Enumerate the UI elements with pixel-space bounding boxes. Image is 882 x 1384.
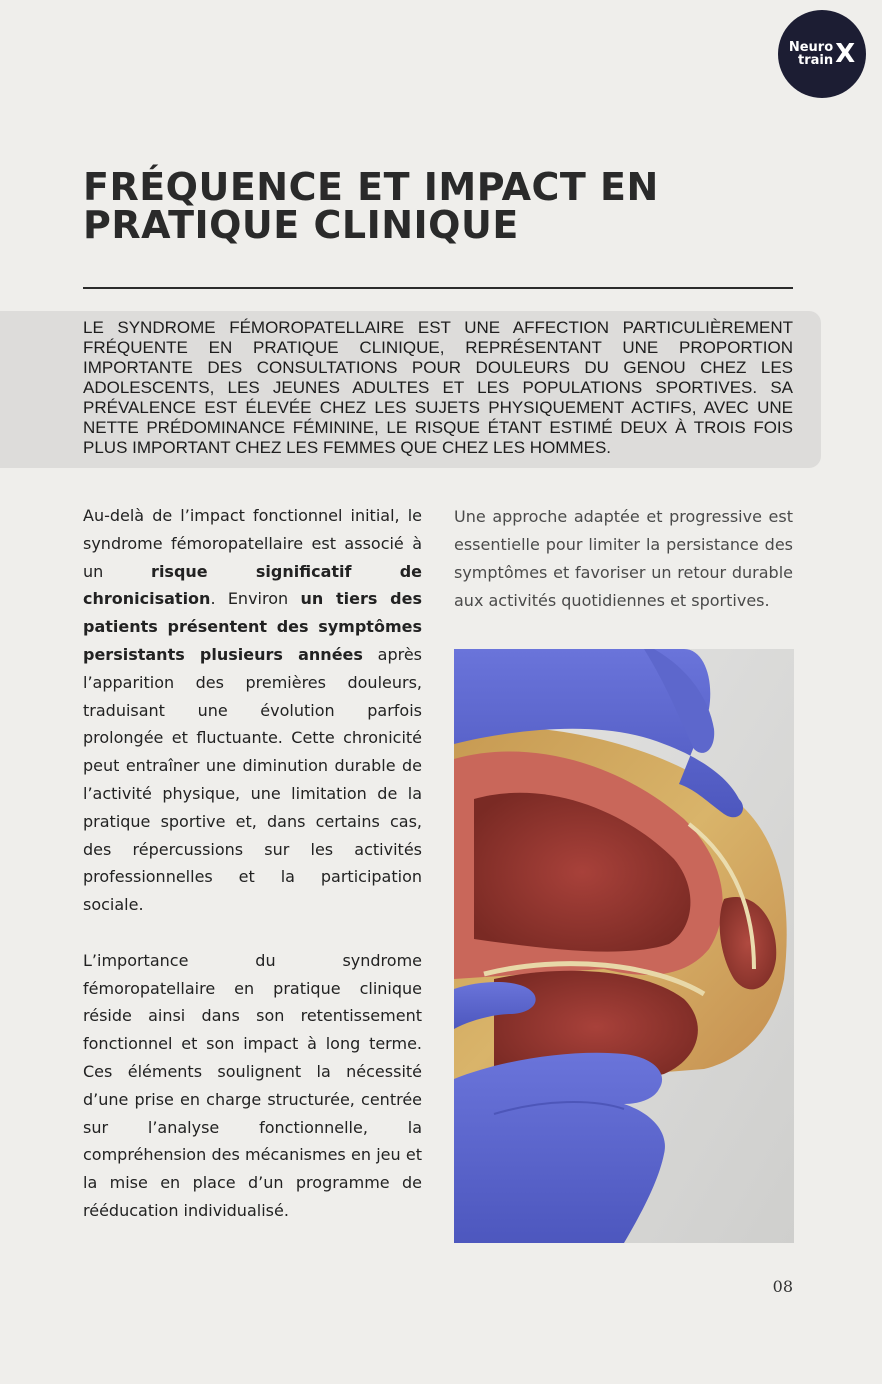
- logo-x-mark: X: [835, 39, 856, 69]
- knee-dissection-illustration: [454, 649, 794, 1243]
- left-paragraph-1: [83, 502, 422, 919]
- p1-text-b: . Environ: [210, 589, 301, 609]
- intro-paragraph: LE SYNDROME FÉMOROPATELLAIRE EST UNE AFFECTION PARTICULIÈREMENT FRÉQUENTE EN PRATIQUE CLINIQUE, REPRÉSENTANT UNE PROPORTION IMPORTANTE DES CONSULTATIONS POUR DOULEURS DU GENOU CHEZ LES ADOLESCENTS, LES JEUNES ADULTES ET LES POPULATIONS SPORTIVES. SA PRÉVALENCE EST ÉLEVÉE CHEZ LES SUJETS PHYSIQUEMENT ACTIFS, AVEC UNE NETTE PRÉDOMINANCE FÉMININE, LE RISQUE ÉTANT ESTIMÉ DEUX À TROIS FOIS PLUS IMPORTANT CHEZ LES FEMMES QUE CHEZ LES HOMMES.: [83, 318, 793, 457]
- right-paragraph: Une approche adaptée et progressive est essentielle pour limiter la persistance des symptômes et favoriser un retour durable aux activités quotidiennes et sportives.: [454, 507, 793, 610]
- page-number: 08: [772, 1277, 793, 1296]
- left-column: [83, 502, 422, 1225]
- page-title: FRÉQUENCE ET IMPACT EN PRATIQUE CLINIQUE: [83, 165, 659, 247]
- brand-logo: [778, 10, 866, 98]
- logo-line-1: Neuro: [788, 40, 834, 55]
- p1-bold-persistants: un tiers des patients présentent des symptômes persistants plusieurs années: [83, 589, 422, 664]
- p1-bold-chronicisation: risque significatif de chronicisation: [83, 561, 422, 609]
- logo-line-2: train: [798, 53, 834, 68]
- p1-text-a: Au-delà de l’impact fonctionnel initial, le syndrome fémoropatellaire est associé à un: [83, 506, 422, 581]
- left-paragraph-2: L’importance du syndrome fémoropatellaire en pratique clinique réside ainsi dans son retentissement fonctionnel et son impact à long terme. Ces éléments soulignent la nécessité d’une prise en charge structurée, centrée sur l’analyse fonctionnelle, la compréhension des mécanismes en jeu et la mise en place d’un programme de rééducation individualisé.: [83, 950, 422, 1220]
- logo-wordmark: [789, 41, 833, 67]
- title-divider: [83, 287, 793, 289]
- knee-dissection-photo: [454, 649, 794, 1243]
- p1-text-c: après l’apparition des premières douleurs, traduisant une évolution parfois prolongée et fluctuante. Cette chronicité peut entraîner une diminution durable de l’activité physique, une limitation de la pratique sportive et, dans certains cas, des répercussions sur les activités professionnelles et la participation sociale.: [83, 644, 422, 915]
